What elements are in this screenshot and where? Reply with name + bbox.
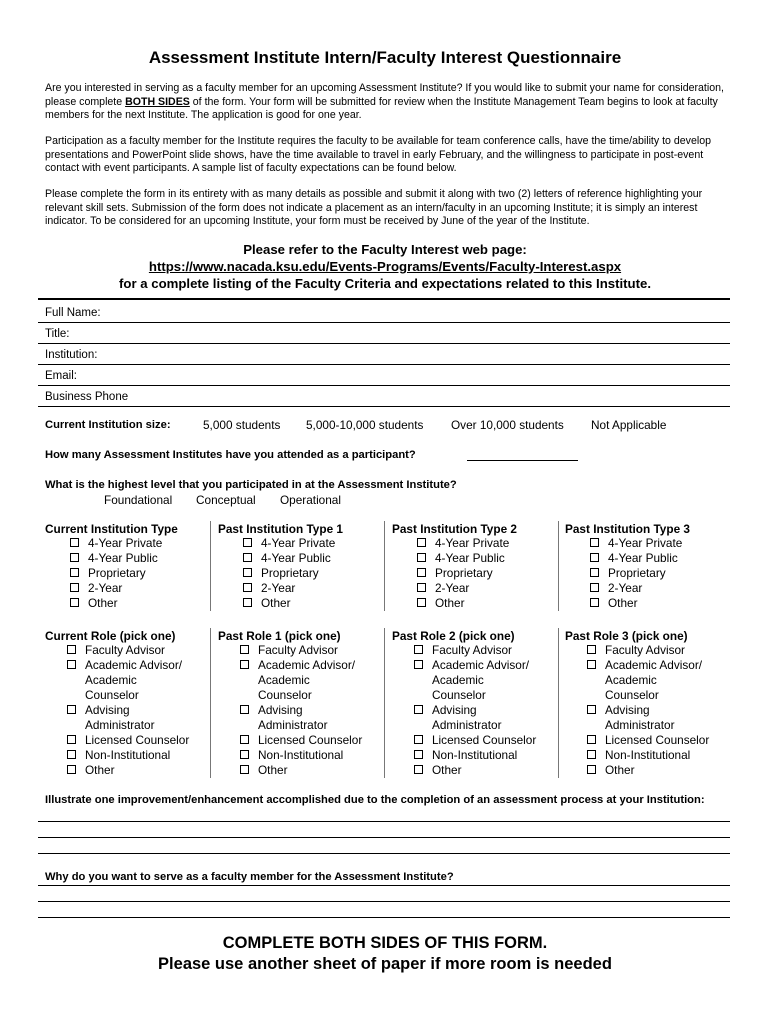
checkbox-option[interactable]: Advising Administrator <box>240 703 362 733</box>
column-header: Past Role 2 (pick one) <box>392 629 515 643</box>
checkbox-icon[interactable] <box>70 583 79 592</box>
improvement-question: Illustrate one improvement/enhancement accomplished due to the completion of an assessment process at your Institution: <box>45 794 705 806</box>
role-column <box>218 629 362 778</box>
intro-text: of the form. Your form will be submitted for review when the Institute Management Team begins to look at faculty members for the next Institute. The application is good for one year. <box>45 95 718 121</box>
size-option-not-applicable[interactable]: Not Applicable <box>591 418 667 432</box>
checkbox-option[interactable]: 2-Year <box>590 581 690 596</box>
checkbox-icon[interactable] <box>417 538 426 547</box>
business-phone-line <box>38 406 730 407</box>
checkbox-option[interactable]: Proprietary <box>243 566 343 581</box>
checkbox-option[interactable]: 4-Year Public <box>70 551 178 566</box>
checkbox-option[interactable]: Licensed Counselor <box>67 733 189 748</box>
column-header: Past Institution Type 1 <box>218 522 343 536</box>
checkbox-option[interactable]: Non-Institutional <box>414 748 536 763</box>
full-name-field[interactable]: Full Name: <box>45 307 101 319</box>
checkbox-option[interactable]: Non-Institutional <box>240 748 362 763</box>
full-name-line <box>38 322 730 323</box>
attended-question: How many Assessment Institutes have you attended as a participant? <box>45 449 416 461</box>
checkbox-option[interactable]: 4-Year Private <box>243 536 343 551</box>
intro-paragraph-2: Participation as a faculty member for the Institute requires the faculty to be available for team conference calls, have the time/ability to develop presentations and PowerPoint slide shows, have the time available to travel in early February, and the willingness to participate in post-event contact with event participants. A sample list of faculty expectations can be found below. <box>45 135 711 174</box>
checkbox-icon[interactable] <box>587 660 596 669</box>
checkbox-icon[interactable] <box>414 645 423 654</box>
checkbox-option[interactable]: 2-Year <box>70 581 178 596</box>
checkbox-icon[interactable] <box>587 765 596 774</box>
size-option-large[interactable]: Over 10,000 students <box>451 418 564 432</box>
checkbox-icon[interactable] <box>587 705 596 714</box>
level-option-conceptual[interactable]: Conceptual <box>196 493 256 507</box>
checkbox-icon[interactable] <box>587 750 596 759</box>
page-title: Assessment Institute Intern/Faculty Interest Questionnaire <box>148 48 622 67</box>
checkbox-option[interactable]: Other <box>67 763 189 778</box>
checkbox-option[interactable]: Other <box>414 763 536 778</box>
checkbox-icon[interactable] <box>240 660 249 669</box>
why-question: Why do you want to serve as a faculty member for the Assessment Institute? <box>45 871 454 883</box>
checkbox-option[interactable]: 2-Year <box>243 581 343 596</box>
title-line <box>38 343 730 344</box>
checkbox-icon[interactable] <box>414 765 423 774</box>
checkbox-icon[interactable] <box>240 705 249 714</box>
checkbox-option[interactable]: Proprietary <box>590 566 690 581</box>
institution-type-column <box>565 522 690 611</box>
column-divider <box>558 628 559 778</box>
column-header: Past Institution Type 2 <box>392 522 517 536</box>
checkbox-option[interactable]: Licensed Counselor <box>240 733 362 748</box>
checkbox-option[interactable]: Other <box>70 596 178 611</box>
checkbox-icon[interactable] <box>67 705 76 714</box>
level-option-operational[interactable]: Operational <box>280 493 341 507</box>
column-header: Past Role 3 (pick one) <box>565 629 688 643</box>
checkbox-icon[interactable] <box>587 645 596 654</box>
checkbox-option[interactable]: Academic Advisor/ Academic Counselor <box>67 658 189 703</box>
checkbox-icon[interactable] <box>240 645 249 654</box>
checkbox-option[interactable]: Other <box>587 763 709 778</box>
checkbox-option[interactable]: Other <box>243 596 343 611</box>
checkbox-option[interactable]: Faculty Advisor <box>587 643 709 658</box>
checkbox-icon[interactable] <box>67 735 76 744</box>
checkbox-icon[interactable] <box>414 705 423 714</box>
column-divider <box>210 628 211 778</box>
email-line <box>38 385 730 386</box>
checkbox-icon[interactable] <box>70 568 79 577</box>
checkbox-icon[interactable] <box>417 568 426 577</box>
checkbox-option[interactable]: 4-Year Public <box>243 551 343 566</box>
checkbox-icon[interactable] <box>590 538 599 547</box>
checkbox-icon[interactable] <box>590 553 599 562</box>
institution-line <box>38 364 730 365</box>
level-option-foundational[interactable]: Foundational <box>104 493 173 507</box>
checkbox-option[interactable]: Other <box>417 596 517 611</box>
checkbox-icon[interactable] <box>240 750 249 759</box>
checkbox-icon[interactable] <box>414 750 423 759</box>
institution-size-label: Current Institution size: <box>45 419 171 431</box>
role-column <box>565 629 709 778</box>
footer-line-2: Please use another sheet of paper if more room is needed <box>158 955 612 973</box>
answer-line[interactable] <box>38 821 730 822</box>
checkbox-option[interactable]: Faculty Advisor <box>67 643 189 658</box>
checkbox-option[interactable]: Advising Administrator <box>67 703 189 733</box>
checkbox-icon[interactable] <box>590 598 599 607</box>
column-divider <box>384 521 385 611</box>
column-divider <box>384 628 385 778</box>
checkbox-option[interactable]: Faculty Advisor <box>414 643 536 658</box>
checkbox-icon[interactable] <box>243 598 252 607</box>
checkbox-option[interactable]: Academic Advisor/ Academic Counselor <box>587 658 709 703</box>
checkbox-icon[interactable] <box>243 568 252 577</box>
checkbox-icon[interactable] <box>417 598 426 607</box>
answer-line[interactable] <box>38 885 730 886</box>
checkbox-icon[interactable] <box>414 735 423 744</box>
column-divider <box>558 521 559 611</box>
level-question: What is the highest level that you participated in at the Assessment Institute? <box>45 479 457 491</box>
checkbox-option[interactable]: Other <box>240 763 362 778</box>
faculty-interest-link[interactable]: https://www.nacada.ksu.edu/Events-Programs/Events/Faculty-Interest.aspx <box>148 259 622 274</box>
institution-field[interactable]: Institution: <box>45 349 98 361</box>
checkbox-icon[interactable] <box>590 568 599 577</box>
reference-url-line <box>0 258 770 276</box>
checkbox-icon[interactable] <box>70 553 79 562</box>
checkbox-icon[interactable] <box>67 645 76 654</box>
checkbox-option[interactable]: Advising Administrator <box>587 703 709 733</box>
checkbox-option[interactable]: 4-Year Public <box>590 551 690 566</box>
role-column <box>392 629 536 778</box>
answer-line[interactable] <box>38 901 730 902</box>
checkbox-icon[interactable] <box>417 553 426 562</box>
checkbox-option[interactable]: Non-Institutional <box>587 748 709 763</box>
checkbox-option[interactable]: Licensed Counselor <box>587 733 709 748</box>
footer-line-1: COMPLETE BOTH SIDES OF THIS FORM. <box>222 934 548 952</box>
intro-paragraph-1 <box>45 82 735 123</box>
checkbox-icon[interactable] <box>243 583 252 592</box>
checkbox-icon[interactable] <box>67 660 76 669</box>
checkbox-option[interactable]: 4-Year Public <box>417 551 517 566</box>
checkbox-option[interactable]: Faculty Advisor <box>240 643 362 658</box>
business-phone-field[interactable]: Business Phone <box>45 391 129 403</box>
answer-line[interactable] <box>38 917 730 918</box>
checkbox-icon[interactable] <box>67 750 76 759</box>
checkbox-icon[interactable] <box>240 735 249 744</box>
role-column <box>45 629 189 778</box>
checkbox-option[interactable]: 4-Year Private <box>417 536 517 551</box>
checkbox-icon[interactable] <box>417 583 426 592</box>
checkbox-icon[interactable] <box>590 583 599 592</box>
checkbox-option[interactable]: 4-Year Private <box>590 536 690 551</box>
institution-type-column <box>45 522 178 611</box>
checkbox-option[interactable]: Non-Institutional <box>67 748 189 763</box>
checkbox-option[interactable]: Academic Advisor/ Academic Counselor <box>240 658 362 703</box>
column-header: Past Role 1 (pick one) <box>218 629 341 643</box>
checkbox-icon[interactable] <box>414 660 423 669</box>
checkbox-option[interactable]: Proprietary <box>70 566 178 581</box>
checkbox-option[interactable]: 2-Year <box>417 581 517 596</box>
checkbox-icon[interactable] <box>587 735 596 744</box>
checkbox-option[interactable]: Proprietary <box>417 566 517 581</box>
section-divider <box>38 298 730 300</box>
answer-line[interactable] <box>38 853 730 854</box>
checkbox-icon[interactable] <box>243 553 252 562</box>
email-field[interactable]: Email: <box>45 370 77 382</box>
reference-description: for a complete listing of the Faculty Criteria and expectations related to this Institute. <box>119 276 651 291</box>
checkbox-option[interactable]: Licensed Counselor <box>414 733 536 748</box>
column-header: Current Role (pick one) <box>45 629 176 643</box>
checkbox-option[interactable]: Other <box>590 596 690 611</box>
reference-heading: Please refer to the Faculty Interest web page: <box>243 242 527 257</box>
size-option-small[interactable]: 5,000 students <box>203 418 281 432</box>
column-divider <box>210 521 211 611</box>
checkbox-icon[interactable] <box>243 538 252 547</box>
title-field[interactable]: Title: <box>45 328 70 340</box>
institution-type-column <box>392 522 517 611</box>
checkbox-option[interactable]: Academic Advisor/ Academic Counselor <box>414 658 536 703</box>
checkbox-icon[interactable] <box>67 765 76 774</box>
checkbox-option[interactable]: 4-Year Private <box>70 536 178 551</box>
both-sides-emphasis: BOTH SIDES <box>125 95 190 108</box>
checkbox-icon[interactable] <box>70 538 79 547</box>
size-option-medium[interactable]: 5,000-10,000 students <box>306 418 424 432</box>
column-header: Past Institution Type 3 <box>565 522 690 536</box>
checkbox-icon[interactable] <box>240 765 249 774</box>
answer-line[interactable] <box>38 837 730 838</box>
column-header: Current Institution Type <box>45 522 178 536</box>
institution-type-column <box>218 522 343 611</box>
attended-answer-line[interactable] <box>467 460 578 461</box>
checkbox-option[interactable]: Advising Administrator <box>414 703 536 733</box>
intro-paragraph-3: Please complete the form in its entirety with as many details as possible and submit it along with two (2) letters of reference highlighting your relevant skill sets. Submission of the form does not indicate a placement as an intern/faculty in an upcoming Institute; it is simply an interest indicator. To be considered for an upcoming Institute, your form must be received by June of the year of the Institute. <box>45 188 703 227</box>
checkbox-icon[interactable] <box>70 598 79 607</box>
intro-text: Are you interested in serving as a faculty member for an upcoming Assessment Institute? If you would like to submit your name for consideration, please complete <box>45 82 724 108</box>
